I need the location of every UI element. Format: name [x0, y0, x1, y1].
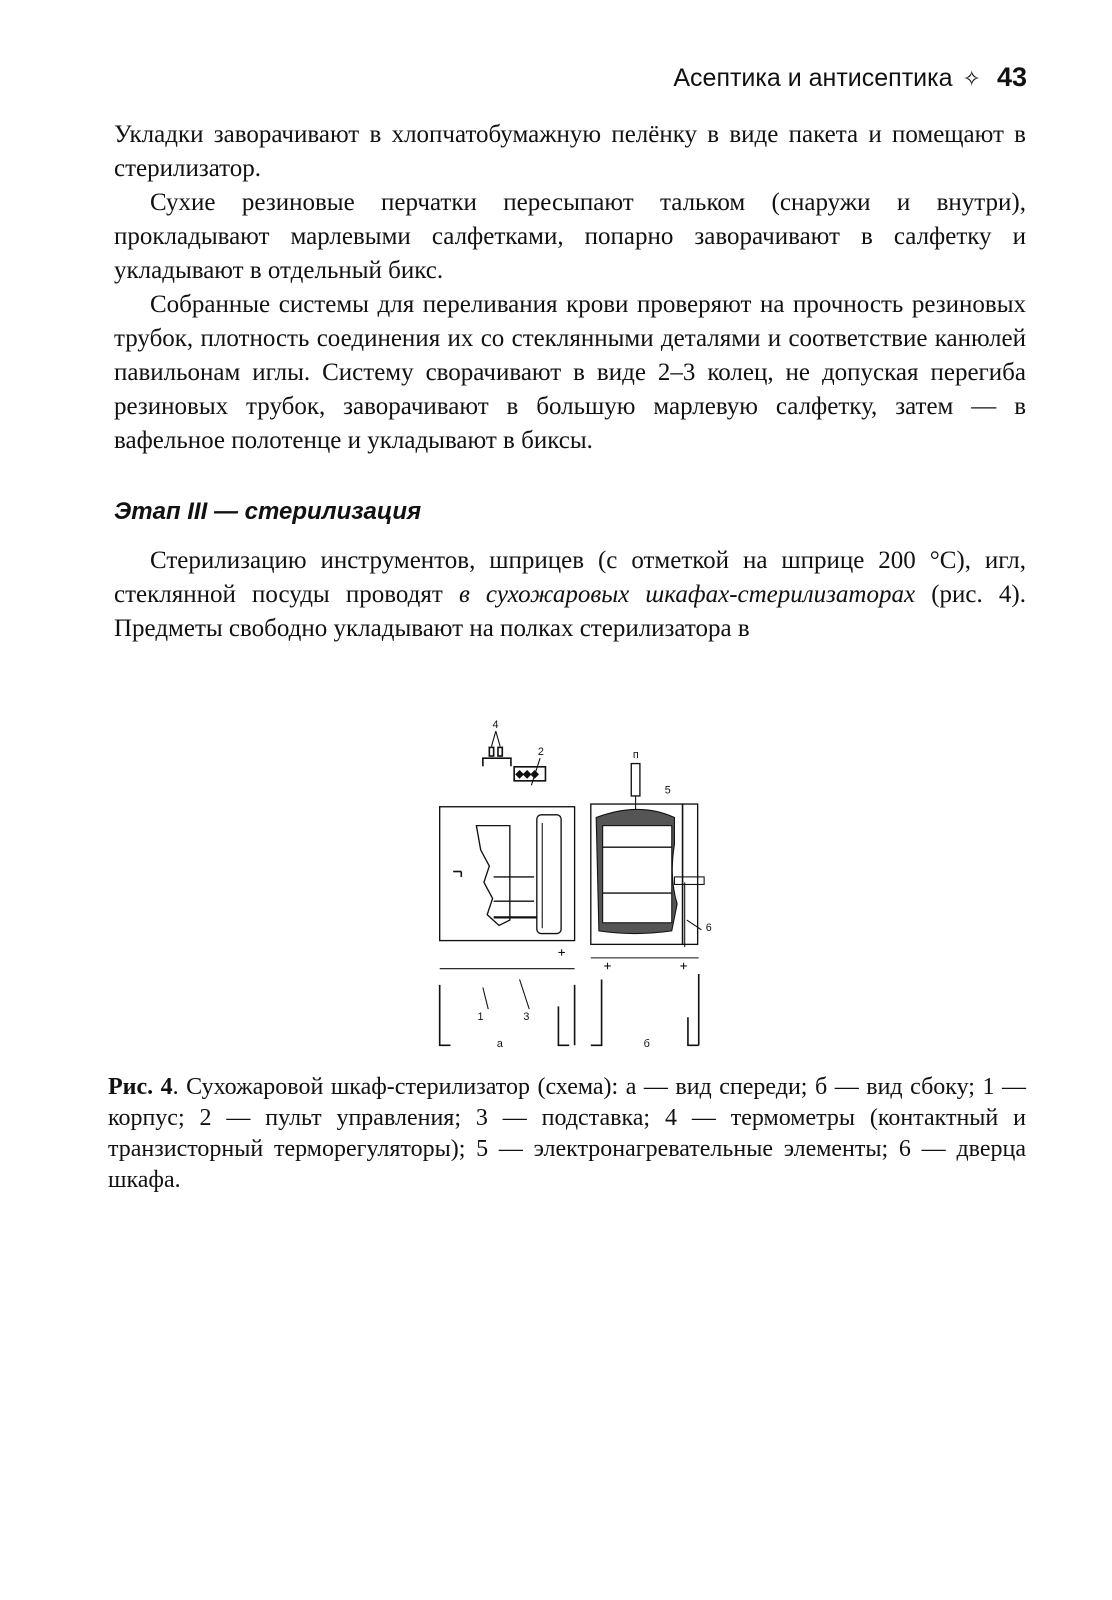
front-view: [440, 731, 575, 1045]
label-view-b: б: [643, 1037, 650, 1050]
paragraph-2: Сухие резиновые перчатки пересыпают тальком (снаружи и внутри), прокладывают марлевыми салфетками, попарно заворачивают в салфетку и укладывают в отдельный бикс.: [114, 189, 1026, 284]
paragraph-4-end: (рис. 4). Предметы свободно укладывают на полках стерилизатора в: [114, 581, 1026, 642]
paragraph-4-start: Стерилизацию инструментов, шприцев (с отметкой на шприце 200 °С), игл, стеклянной посуды проводят: [114, 547, 1026, 608]
label-p: п: [632, 749, 639, 762]
label-3: 3: [523, 1010, 530, 1023]
paragraph-1: Укладки заворачивают в хлопчатобумажную пелёнку в виде пакета и помещают в стерилизатор.: [114, 121, 1026, 182]
label-5: 5: [664, 784, 671, 797]
label-4: 4: [492, 718, 499, 731]
section-heading: Этап III — стерилизация: [114, 498, 422, 525]
caption-text: . Сухожаровой шкаф-стерилизатор (схема): а — вид спереди; б — вид сбоку; 1 — корпус; 2 — пульт управления; 3 — подставка; 4 — термометры (контактный и транзисторный терморегуляторы); 5 — электронагревательные элементы; 6 — дверца шкафа.: [108, 1074, 1026, 1193]
running-head: [600, 62, 1027, 93]
figure-4-diagram: [300, 715, 860, 1055]
star-icon: ✧: [962, 66, 981, 91]
running-title: Асептика и антисептика: [673, 64, 953, 92]
sterilizer-schematic: [300, 715, 860, 1055]
figure-caption: [108, 1072, 1026, 1196]
label-6: 6: [705, 921, 712, 934]
paragraph-3: Собранные системы для переливания крови проверяют на прочность резиновых трубок, плотность соединения их со стеклянными деталями и соответствие канюлей павильонам иглы. Систему сворачивают в виде 2–3 колец, не допуская перегиба резиновых трубок, заворачивают в большую марлевую салфетку, затем — в вафельное полотенце и укладывают в биксы.: [114, 291, 1026, 454]
label-view-a: а: [496, 1037, 503, 1050]
paragraph-4: [114, 544, 1026, 646]
paragraph-4-italic: в сухожаровых шкафах-стерилизаторах: [458, 581, 916, 608]
body-text: [114, 118, 1026, 646]
label-2: 2: [537, 745, 544, 758]
caption-label: Рис. 4: [108, 1074, 173, 1100]
page-number: 43: [996, 62, 1027, 92]
label-1: 1: [477, 1010, 484, 1023]
side-view: [591, 764, 704, 1046]
